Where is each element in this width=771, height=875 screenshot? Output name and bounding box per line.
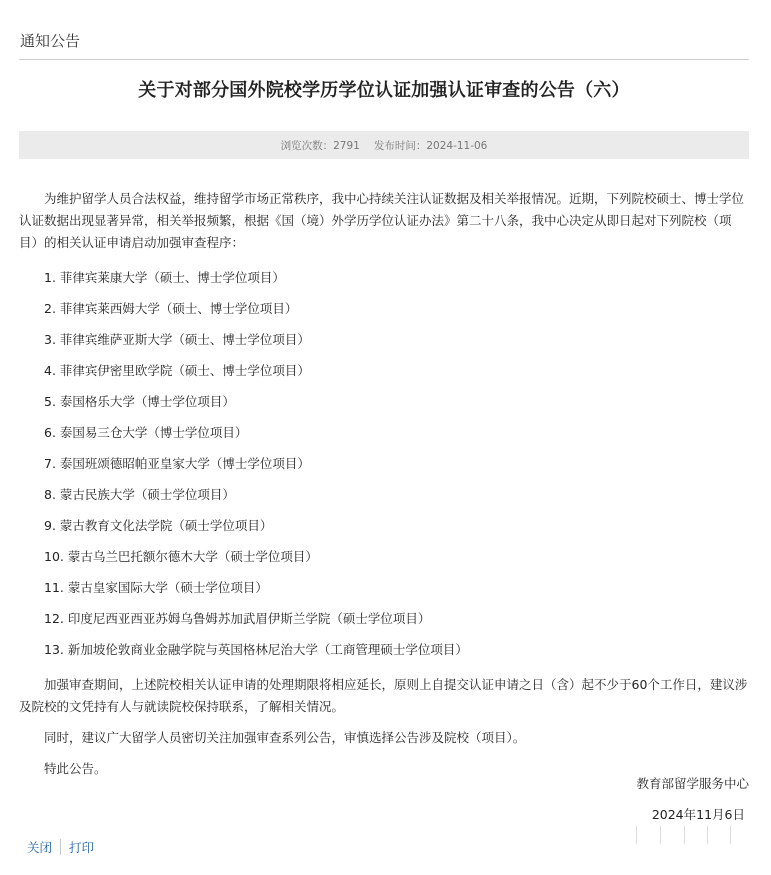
link-separator [60,839,61,855]
top-divider [19,59,749,60]
list-item: 3. 菲律宾维萨亚斯大学（硕士、博士学位项目） [44,332,310,347]
signature-date: 2024年11月6日 [651,807,745,822]
signature: 教育部留学服务中心 [636,776,749,791]
list-item: 11. 蒙古皇家国际大学（硕士学位项目） [44,580,268,595]
list-item: 13. 新加坡伦敦商业金融学院与英国格林尼治大学（工商管理硕士学位项目） [44,642,468,657]
publish-date: 发布时间：2024-11-06 [373,139,488,152]
list-item: 7. 泰国班颂德昭帕亚皇家大学（博士学位项目） [44,456,310,471]
decorative-ticks [636,826,736,844]
closing-paragraph: 特此公告。 [44,761,107,776]
footer-links [27,838,94,856]
institution-list [19,267,749,670]
list-item: 8. 蒙古民族大学（硕士学位项目） [44,487,235,502]
section-label: 通知公告 [20,32,81,50]
list-item: 10. 蒙古乌兰巴托额尔德木大学（硕士学位项目） [44,549,318,564]
list-item: 1. 菲律宾莱康大学（硕士、博士学位项目） [44,270,285,285]
close-link[interactable]: 关闭 [27,840,53,855]
list-item: 6. 泰国易三仓大学（博士学位项目） [44,425,248,440]
print-link[interactable]: 打印 [69,840,95,855]
list-item: 9. 蒙古教育文化法学院（硕士学位项目） [44,518,273,533]
notice-title: 关于对部分国外院校学历学位认证加强认证审查的公告（六） [138,80,630,101]
list-item: 4. 菲律宾伊密里欧学院（硕士、博士学位项目） [44,363,310,378]
list-item: 12. 印度尼西亚西亚苏姆乌鲁姆苏加武眉伊斯兰学院（硕士学位项目） [44,611,431,626]
list-item: 5. 泰国格乐大学（博士学位项目） [44,394,235,409]
intro-paragraph: 为维护留学人员合法权益，维持留学市场正常秩序，我中心持续关注认证数据及相关举报情况。近期，下列院校硕士、博士学位认证数据出现显著异常，相关举报频繁，根据《国（境）外学历学位认证办法》第二十八条，我中心决定从即日起对下列院校（项目）的相关认证申请启动加强审查程序： [19,191,745,250]
view-count: 浏览次数：2791 [280,139,360,152]
extension-paragraph: 加强审查期间，上述院校相关认证申请的处理期限将相应延长，原则上自提交认证申请之日（含）起不少于60个工作日，建议涉及院校的文凭持有人与就读院校保持联系，了解相关情况。 [19,677,748,714]
notice-body [19,188,749,789]
meta-bar [19,131,749,159]
list-item: 2. 菲律宾莱西姆大学（硕士、博士学位项目） [44,301,298,316]
advice-paragraph: 同时，建议广大留学人员密切关注加强审查系列公告，审慎选择公告涉及院校（项目）。 [44,730,526,745]
